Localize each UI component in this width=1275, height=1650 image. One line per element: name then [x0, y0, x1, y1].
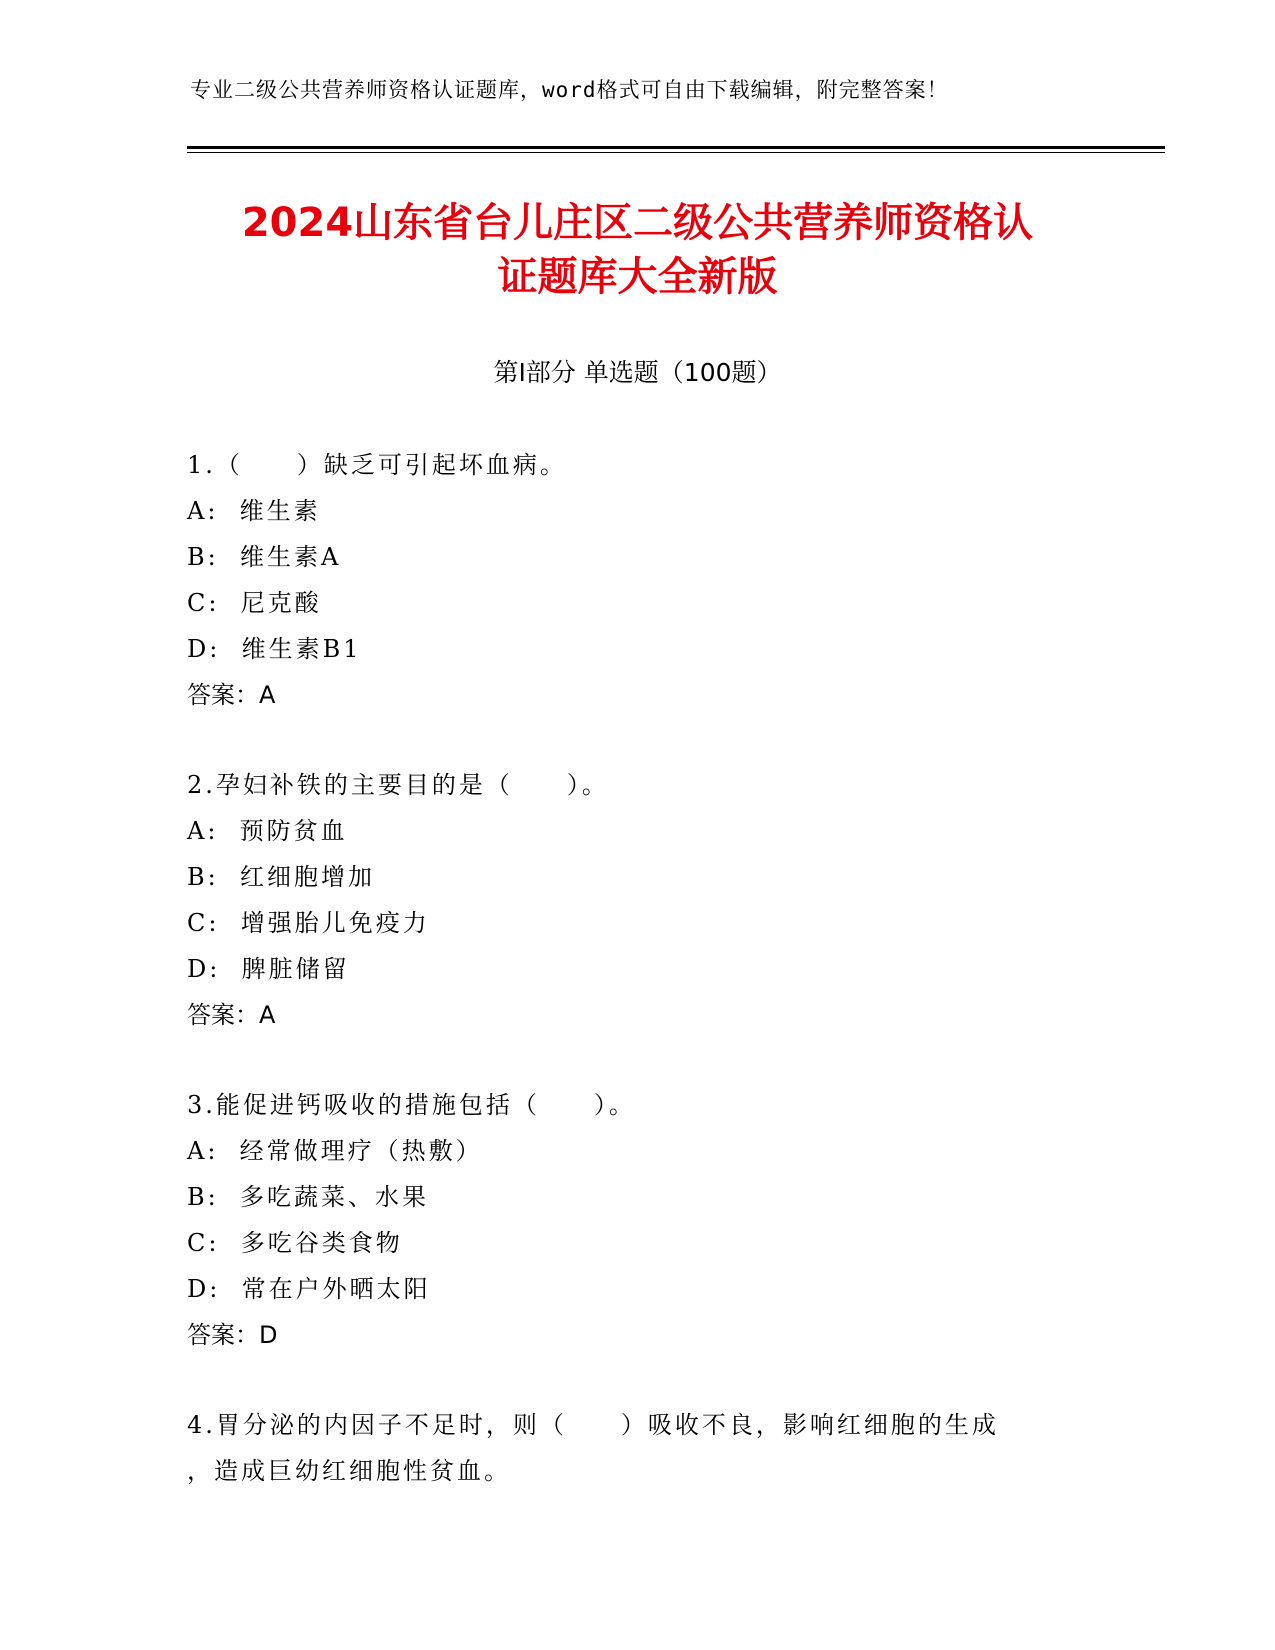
question-3: [187, 1082, 1087, 1358]
section-heading: 第I部分 单选题（100题）: [493, 358, 782, 387]
question-stem: 2.孕妇补铁的主要目的是（ ）。: [187, 771, 609, 799]
option-a: A: 经常做理疗（热敷）: [187, 1137, 483, 1165]
answer: 答案：D: [187, 1321, 278, 1349]
question-2: [187, 762, 1087, 1038]
question-1: [187, 442, 1087, 718]
header-divider-thin: [187, 152, 1165, 153]
option-b: B: 红细胞增加: [187, 863, 375, 891]
answer: 答案：A: [187, 1001, 276, 1029]
option-c: C: 尼克酸: [187, 589, 322, 617]
option-d: D: 维生素B1: [187, 635, 362, 663]
document-title: [140, 196, 1135, 304]
question-stem: 1.（ ）缺乏可引起坏血病。: [187, 451, 567, 479]
option-b: B: 维生素A: [187, 543, 342, 571]
header-divider-thick: [187, 146, 1165, 149]
option-a: A: 预防贫血: [187, 817, 348, 845]
option-c: C: 增强胎儿免疫力: [187, 909, 430, 937]
question-list: [187, 442, 1087, 1538]
answer: 答案：A: [187, 681, 276, 709]
option-a: A: 维生素: [187, 497, 321, 525]
question-stem-line-1: 4.胃分泌的内因子不足时，则（ ）吸收不良，影响红细胞的生成: [187, 1411, 999, 1439]
option-c: C: 多吃谷类食物: [187, 1229, 403, 1257]
question-stem-line-2: ，造成巨幼红细胞性贫血。: [187, 1457, 511, 1485]
document-title-line-2: 证题库大全新版: [497, 254, 778, 300]
option-d: D: 脾脏储留: [187, 955, 350, 983]
document-title-line-1: 2024山东省台儿庄区二级公共营养师资格认: [241, 200, 1034, 246]
option-d: D: 常在户外晒太阳: [187, 1275, 431, 1303]
option-b: B: 多吃蔬菜、水果: [187, 1183, 429, 1211]
question-4: [187, 1402, 1087, 1494]
header-note: 专业二级公共营养师资格认证题库，word格式可自由下载编辑，附完整答案！: [190, 78, 949, 102]
question-stem: 3.能促进钙吸收的措施包括（ ）。: [187, 1091, 636, 1119]
